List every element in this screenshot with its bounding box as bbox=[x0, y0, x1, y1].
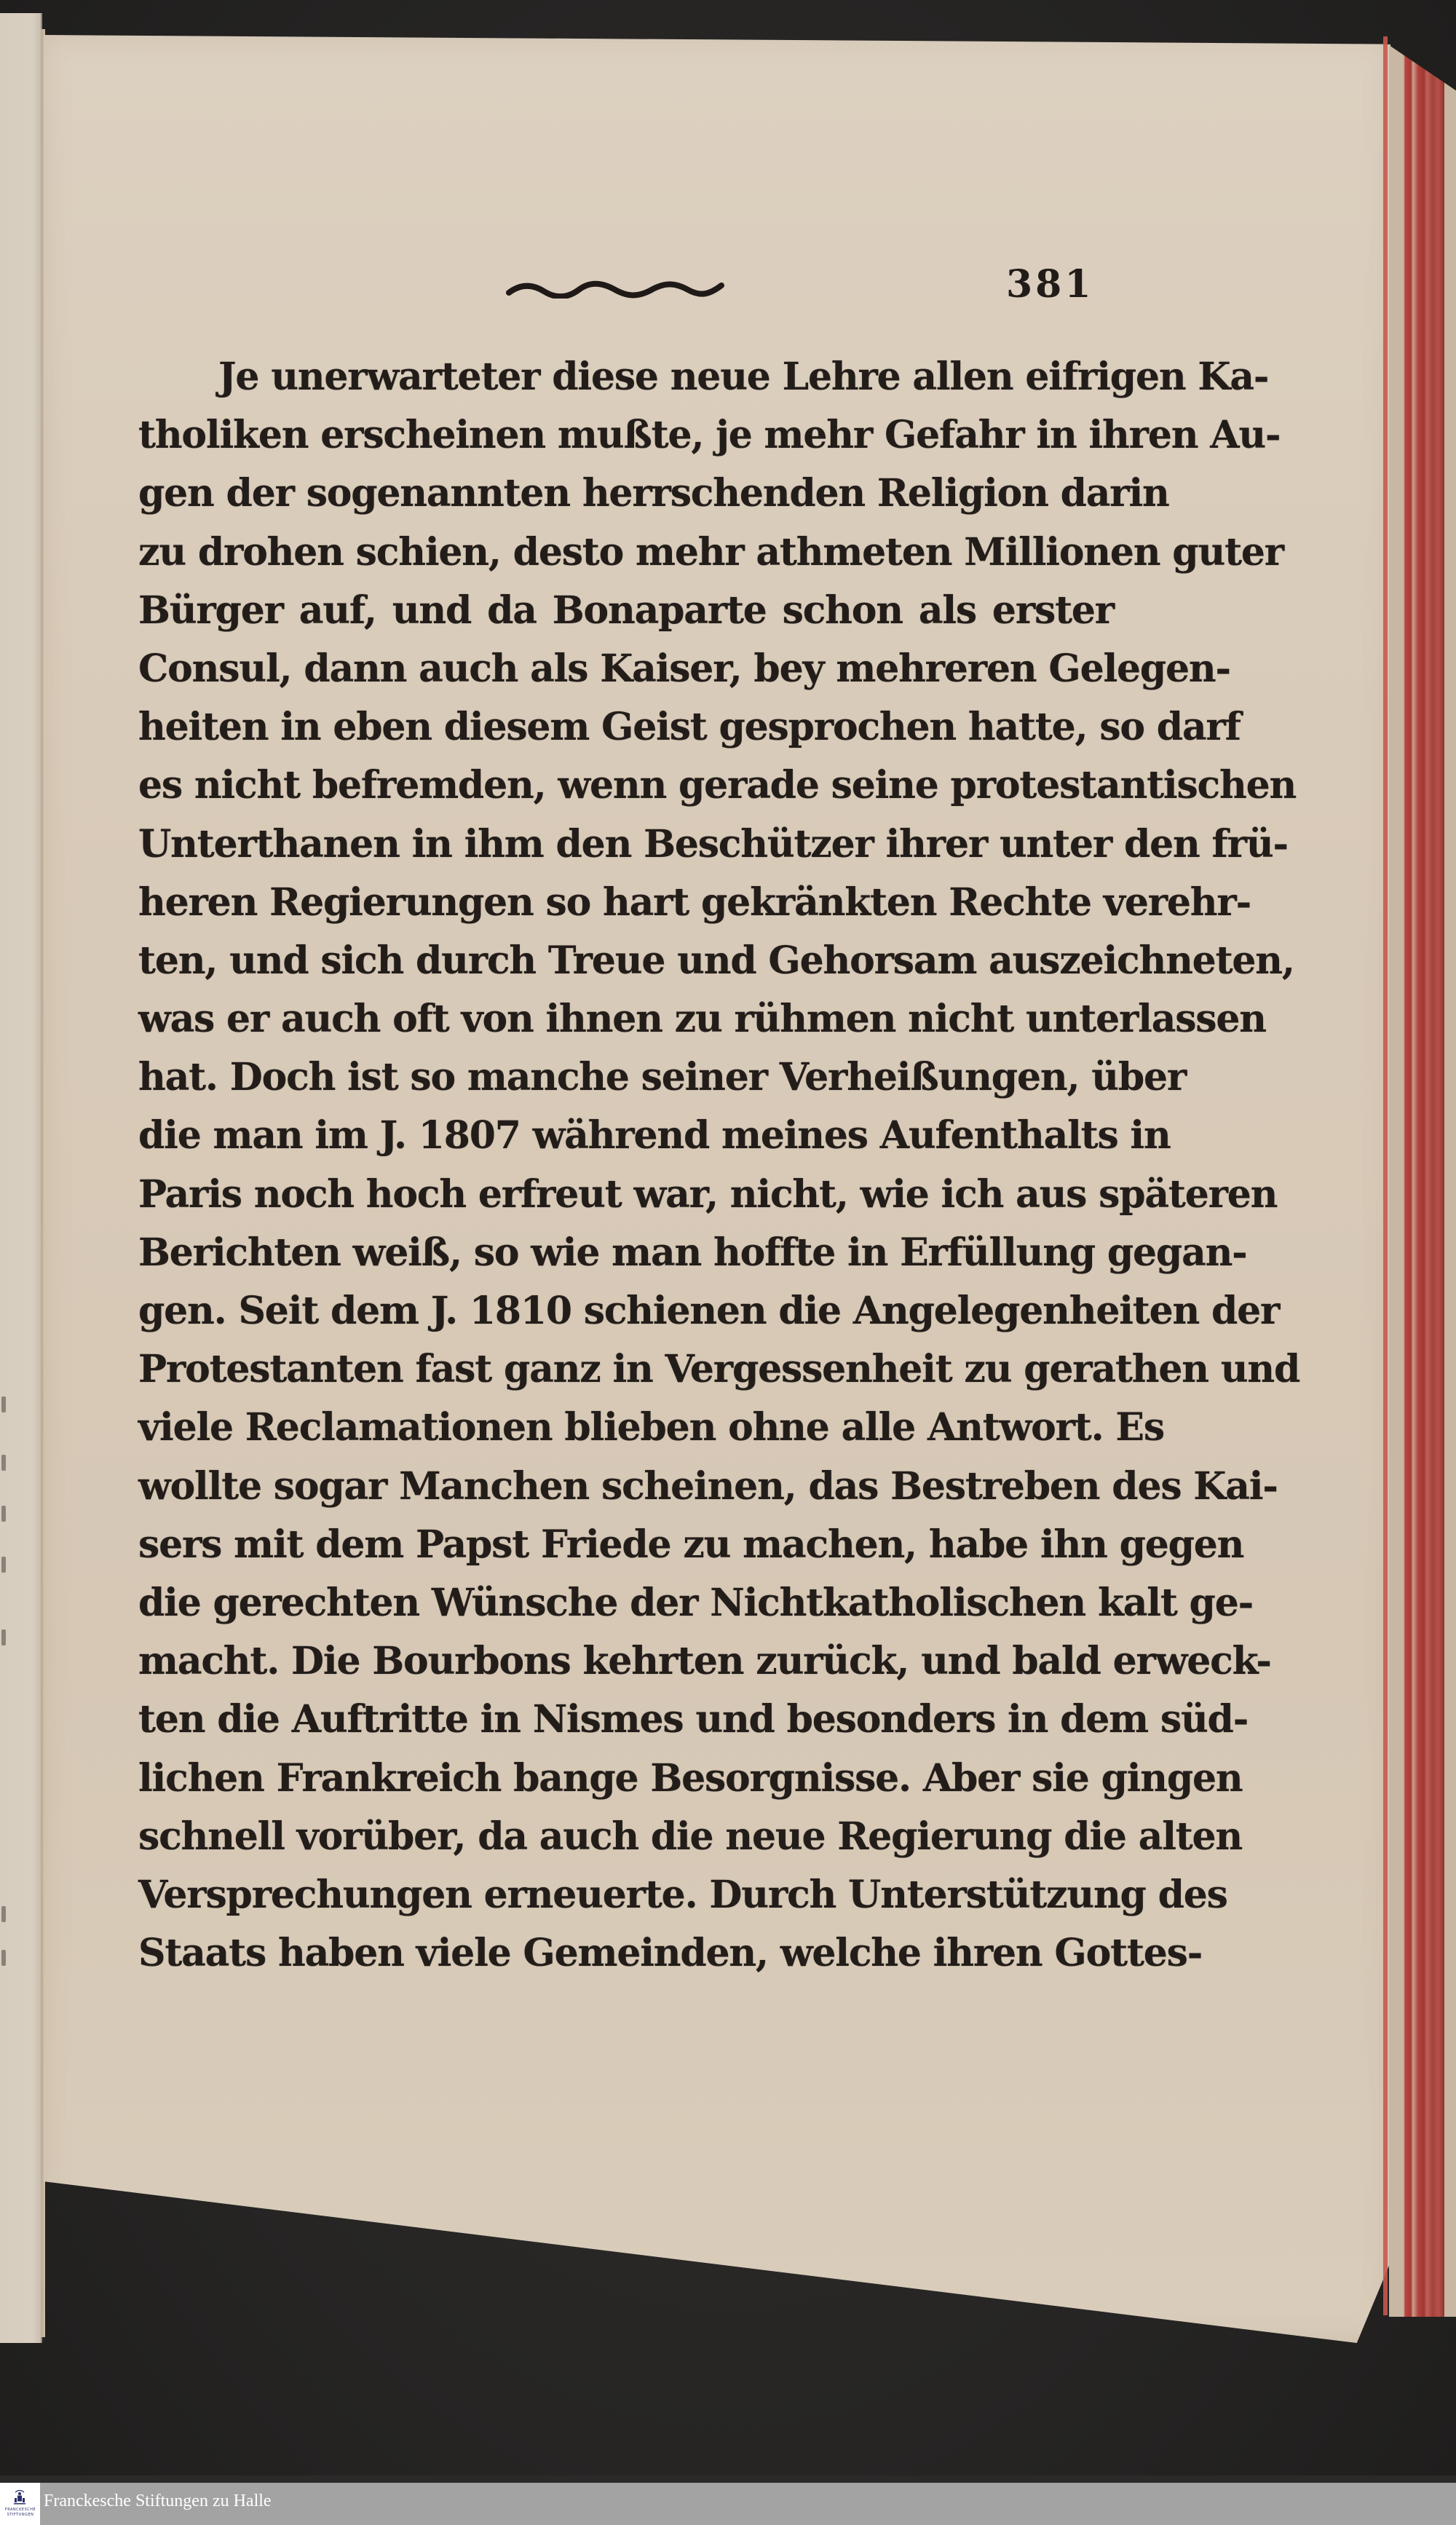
footer-bar bbox=[0, 2483, 1456, 2525]
logo-caption-line: FRANCKESCHE bbox=[4, 2508, 36, 2512]
text-line: Paris noch hoch erfreut war, nicht, wie ich aus späteren bbox=[138, 1171, 1278, 1217]
text-line: schnell vorüber, da auch die neue Regierung die alten bbox=[138, 1814, 1243, 1859]
logo-caption bbox=[1, 2508, 39, 2518]
institution-name: Franckesche Stiftungen zu Halle bbox=[44, 2492, 272, 2510]
text-line: es nicht befremden, wenn gerade seine protestantischen bbox=[138, 763, 1297, 808]
text-line: Versprechungen erneuerte. Durch Unterstützung des bbox=[138, 1872, 1227, 1917]
text-line: Unterthanen in ihm den Beschützer ihrer unter den frü- bbox=[138, 821, 1288, 866]
text-line: Berichten weiß, so wie man hoffte in Erfüllung gegan- bbox=[138, 1230, 1247, 1275]
text-line: Consul, dann auch als Kaiser, bey mehreren Gelegen- bbox=[138, 646, 1230, 691]
page-number: 381 bbox=[1006, 262, 1094, 307]
body-text bbox=[138, 348, 1300, 1983]
text-line: gen. Seit dem J. 1810 schienen die Angelegenheiten der bbox=[138, 1289, 1280, 1333]
wavy-rule-ornament-icon bbox=[506, 280, 724, 299]
text-line: gen der sogenannten herrschenden Religion darin bbox=[138, 471, 1169, 516]
institution-logo[interactable] bbox=[0, 2483, 40, 2525]
bleed-mark bbox=[1, 1396, 6, 1412]
text-line: was er auch oft von ihnen zu rühmen nicht unterlassen bbox=[138, 997, 1266, 1042]
text-line: hat. Doch ist so manche seiner Verheißungen, über bbox=[138, 1055, 1187, 1100]
fore-edge-red-page-stack bbox=[1389, 45, 1456, 2317]
text-line: tholiken erscheinen mußte, je mehr Gefahr in ihren Au- bbox=[138, 413, 1281, 458]
text-line: viele Reclamationen blieben ohne alle Antwort. Es bbox=[138, 1405, 1164, 1450]
text-line: Bürger auf, und da Bonaparte schon als erster bbox=[138, 588, 1114, 633]
bleed-mark bbox=[1, 1557, 6, 1573]
text-line: die gerechten Wünsche der Nichtkatholischen kalt ge- bbox=[138, 1580, 1253, 1625]
text-line: heren Regierungen so hart gekränkten Rechte verehr- bbox=[138, 880, 1251, 925]
text-line: macht. Die Bourbons kehrten zurück, und bald erweck- bbox=[138, 1639, 1271, 1684]
text-line: wollte sogar Manchen scheinen, das Bestreben des Kai- bbox=[138, 1463, 1278, 1509]
text-line: Protestanten fast ganz in Vergessenheit zu gerathen und bbox=[138, 1347, 1300, 1392]
previous-page-edge bbox=[0, 13, 42, 2343]
previous-page-bleed-marks bbox=[1, 13, 12, 2343]
text-line: sers mit dem Papst Friede zu machen, habe ihn gegen bbox=[138, 1522, 1244, 1567]
bleed-mark bbox=[1, 1506, 6, 1522]
text-line: zu drohen schien, desto mehr athmeten Millionen guter bbox=[138, 529, 1283, 574]
text-line: die man im J. 1807 während meines Aufenthalts in bbox=[138, 1113, 1171, 1158]
text-line: ten die Auftritte in Nismes und besonders in dem süd- bbox=[138, 1697, 1249, 1742]
text-line: Staats haben viele Gemeinden, welche ihren Gottes- bbox=[138, 1931, 1203, 1976]
logo-caption-line: STIFTUNGEN bbox=[7, 2513, 34, 2517]
bleed-mark bbox=[1, 1629, 6, 1645]
text-line: lichen Frankreich bange Besorgnisse. Aber sie gingen bbox=[138, 1755, 1243, 1801]
text-line: ten, und sich durch Treue und Gehorsam auszeichneten, bbox=[138, 938, 1294, 983]
text-line: Je unerwarteter diese neue Lehre allen eifrigen Ka- bbox=[218, 355, 1269, 399]
bleed-mark bbox=[1, 1906, 6, 1922]
bleed-mark bbox=[1, 1950, 6, 1966]
text-line: heiten in eben diesem Geist gesprochen hatte, so darf bbox=[138, 705, 1241, 750]
franckesche-stiftungen-logo-icon bbox=[14, 2489, 25, 2505]
bleed-mark bbox=[1, 1455, 6, 1471]
page-red-edge bbox=[1383, 36, 1388, 2315]
